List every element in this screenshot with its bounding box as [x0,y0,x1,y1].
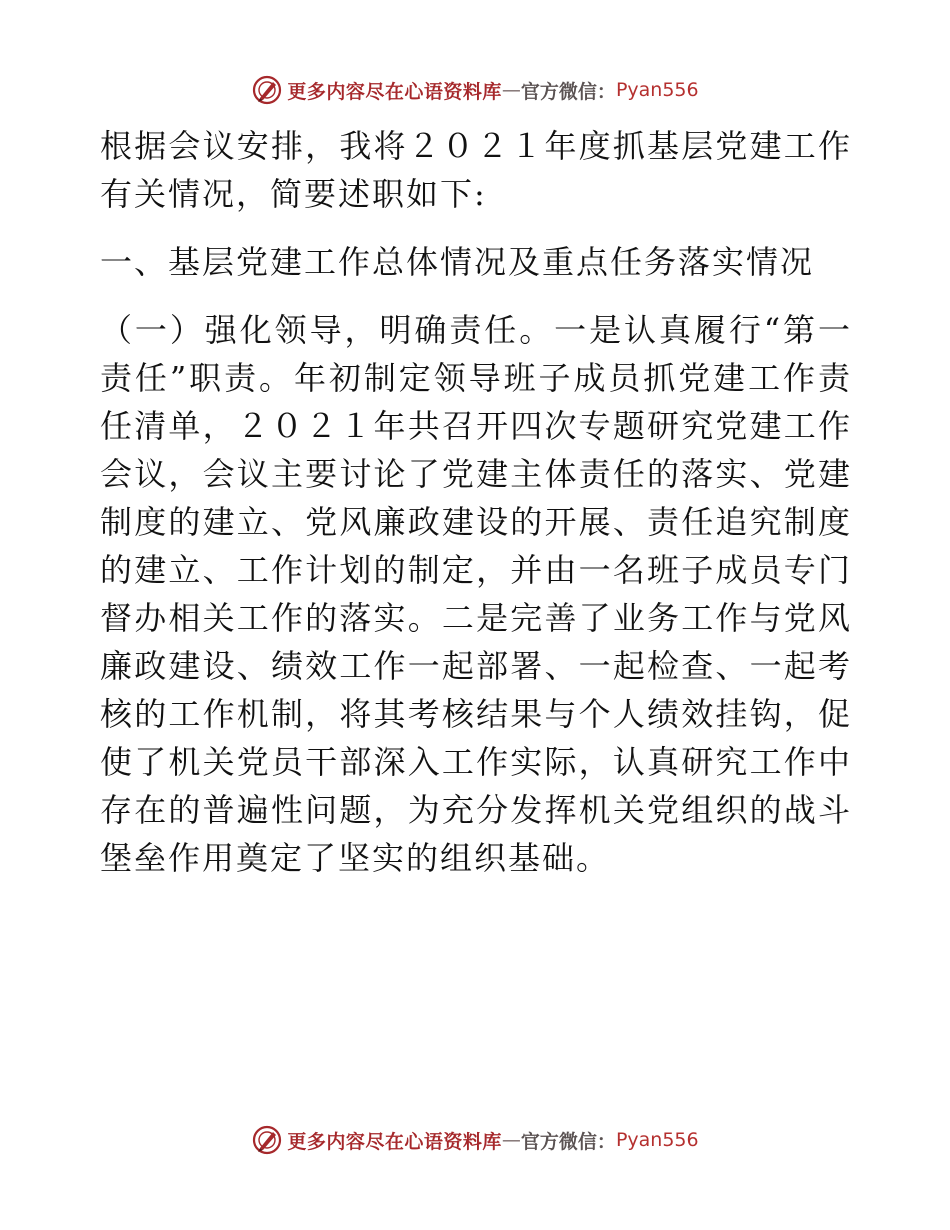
banner-brand-text: 更多内容尽在心语资料库 [287,80,502,103]
banner-wechat-id: Pyan556 [615,79,699,101]
footer-watermark-banner [0,1120,950,1160]
intro-paragraph: 根据会议安排，我将２０２１年度抓基层党建工作有关情况，简要述职如下: [100,127,852,213]
banner-brand-text: 更多内容尽在心语资料库 [287,1130,502,1153]
section-heading: 一、基层党建工作总体情况及重点任务落实情况 [100,243,815,281]
banner-wechat-label: 官方微信： [520,80,616,103]
document-body [100,122,852,882]
banner-separator: — [501,1129,521,1151]
pen-nib-circle-icon [251,74,283,106]
header-watermark-banner [0,70,950,110]
pen-nib-circle-icon [251,1124,283,1156]
body-paragraph: （一）强化领导，明确责任。一是认真履行“第一责任”职责。年初制定领导班子成员抓党建工作责任清单，２０２１年共召开四次专题研究党建工作会议，会议主要讨论了党建主体责任的落实、党建制度的建立、党风廉政建设的开展、责任追究制度的建立、工作计划的制定，并由一名班子成员专门督办相关工作的落实。二是完善了业务工作与党风廉政建设、绩效工作一起部署、一起检查、一起考核的工作机制，将其考核结果与个人绩效挂钩，促使了机关党员干部深入工作实际，认真研究工作中存在的普遍性问题，为充分发挥机关党组织的战斗堡垒作用奠定了坚实的组织基础。 [100,311,852,877]
banner-separator: — [501,79,521,101]
banner-wechat-id: Pyan556 [615,1129,699,1151]
banner-wechat-label: 官方微信： [520,1130,616,1153]
